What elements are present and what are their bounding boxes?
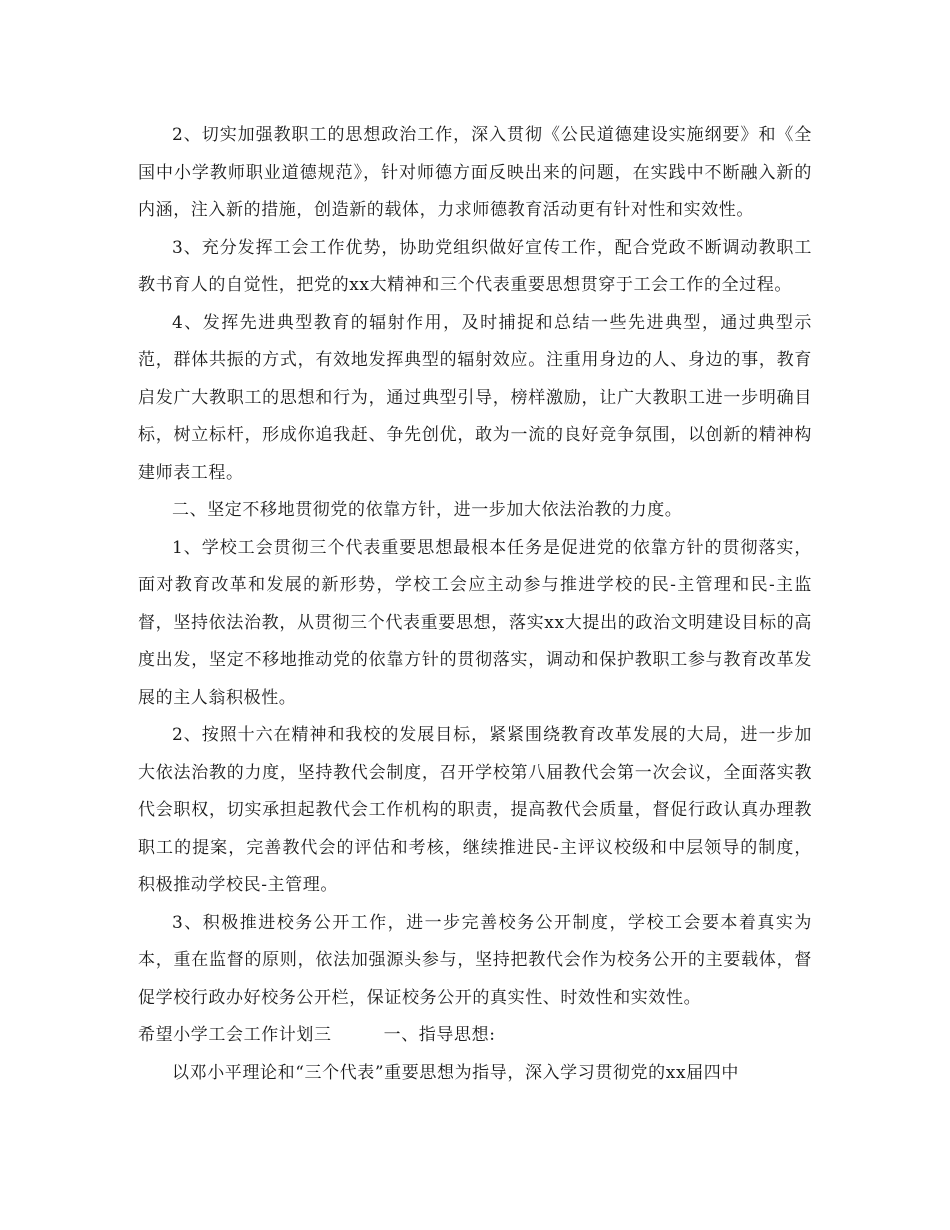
section-heading-rule-of-law: 二、坚定不移地贯彻党的依靠方针，进一步加大依法治教的力度。 xyxy=(172,500,683,520)
paragraph-union-task: 1、学校工会贯彻三个代表重要思想最根本任务是促进党的依靠方针的贯彻落实，面对教育改革和发展的新形势，学校工会应主动参与推进学校的民-主管理和民-主监督，坚持依法治教，从贯彻三个代表重要思想，落实xx大提出的政治文明建设目标的高度出发，坚定不移地推动党的依靠方针的贯彻落实，调动和保护教职工参与教育改革发展的主人翁积极性。 xyxy=(138,537,812,708)
paragraph-ethics-education: 2、切实加强教职工的思想政治工作，深入贯彻《公民道德建设实施纲要》和《全国中小学教师职业道德规范》，针对师德方面反映出来的问题，在实践中不断融入新的内涵，注入新的措施，创造新的载体，力求师德教育活动更有针对性和实效性。 xyxy=(138,125,812,220)
paragraph-guiding-ideology: 以邓小平理论和“三个代表”重要思想为指导，深入学习贯彻党的xx届四中 xyxy=(172,1062,739,1083)
plan-title-line xyxy=(138,1017,812,1055)
paragraph-model-example: 4、发挥先进典型教育的辐射作用，及时捕捉和总结一些先进典型，通过典型示范，群体共振的方式，有效地发挥典型的辐射效应。注重用身边的人、身边的事，教育启发广大教职工的思想和行为，通过典型引导，榜样激励，让广大教职工进一步明确目标，树立标杆，形成你追我赶、争先创优，敢为一流的良好竞争氛围，以创新的精神构建师表工程。 xyxy=(138,312,812,483)
paragraph-union-advantage: 3、充分发挥工会工作优势，协助党组织做好宣传工作，配合党政不断调动教职工教书育人的自觉性，把党的xx大精神和三个代表重要思想贯穿于工会工作的全过程。 xyxy=(138,237,812,295)
plan-title: 希望小学工会工作计划三 xyxy=(138,1025,332,1045)
paragraph-staff-congress: 2、按照十六在精神和我校的发展目标，紧紧围绕教育改革发展的大局，进一步加大依法治教的力度，坚持教代会制度，召开学校第八届教代会第一次会议，全面落实教代会职权，切实承担起教代会工作机构的职责，提高教代会质量，督促行政认真办理教职工的提案，完善教代会的评估和考核，继续推进民-主评议校级和中层领导的制度，积极推动学校民-主管理。 xyxy=(138,725,812,895)
section-guiding-ideology: 一、指导思想: xyxy=(383,1025,496,1045)
paragraph-school-affairs-openness: 3、积极推进校务公开工作，进一步完善校务公开制度，学校工会要本着真实为本，重在监督的原则，依法加强源头参与，坚持把教代会作为校务公开的主要载体，督促学校行政办好校务公开栏，保证校务公开的真实性、时效性和实效性。 xyxy=(138,912,812,1008)
document-body xyxy=(138,117,812,1092)
